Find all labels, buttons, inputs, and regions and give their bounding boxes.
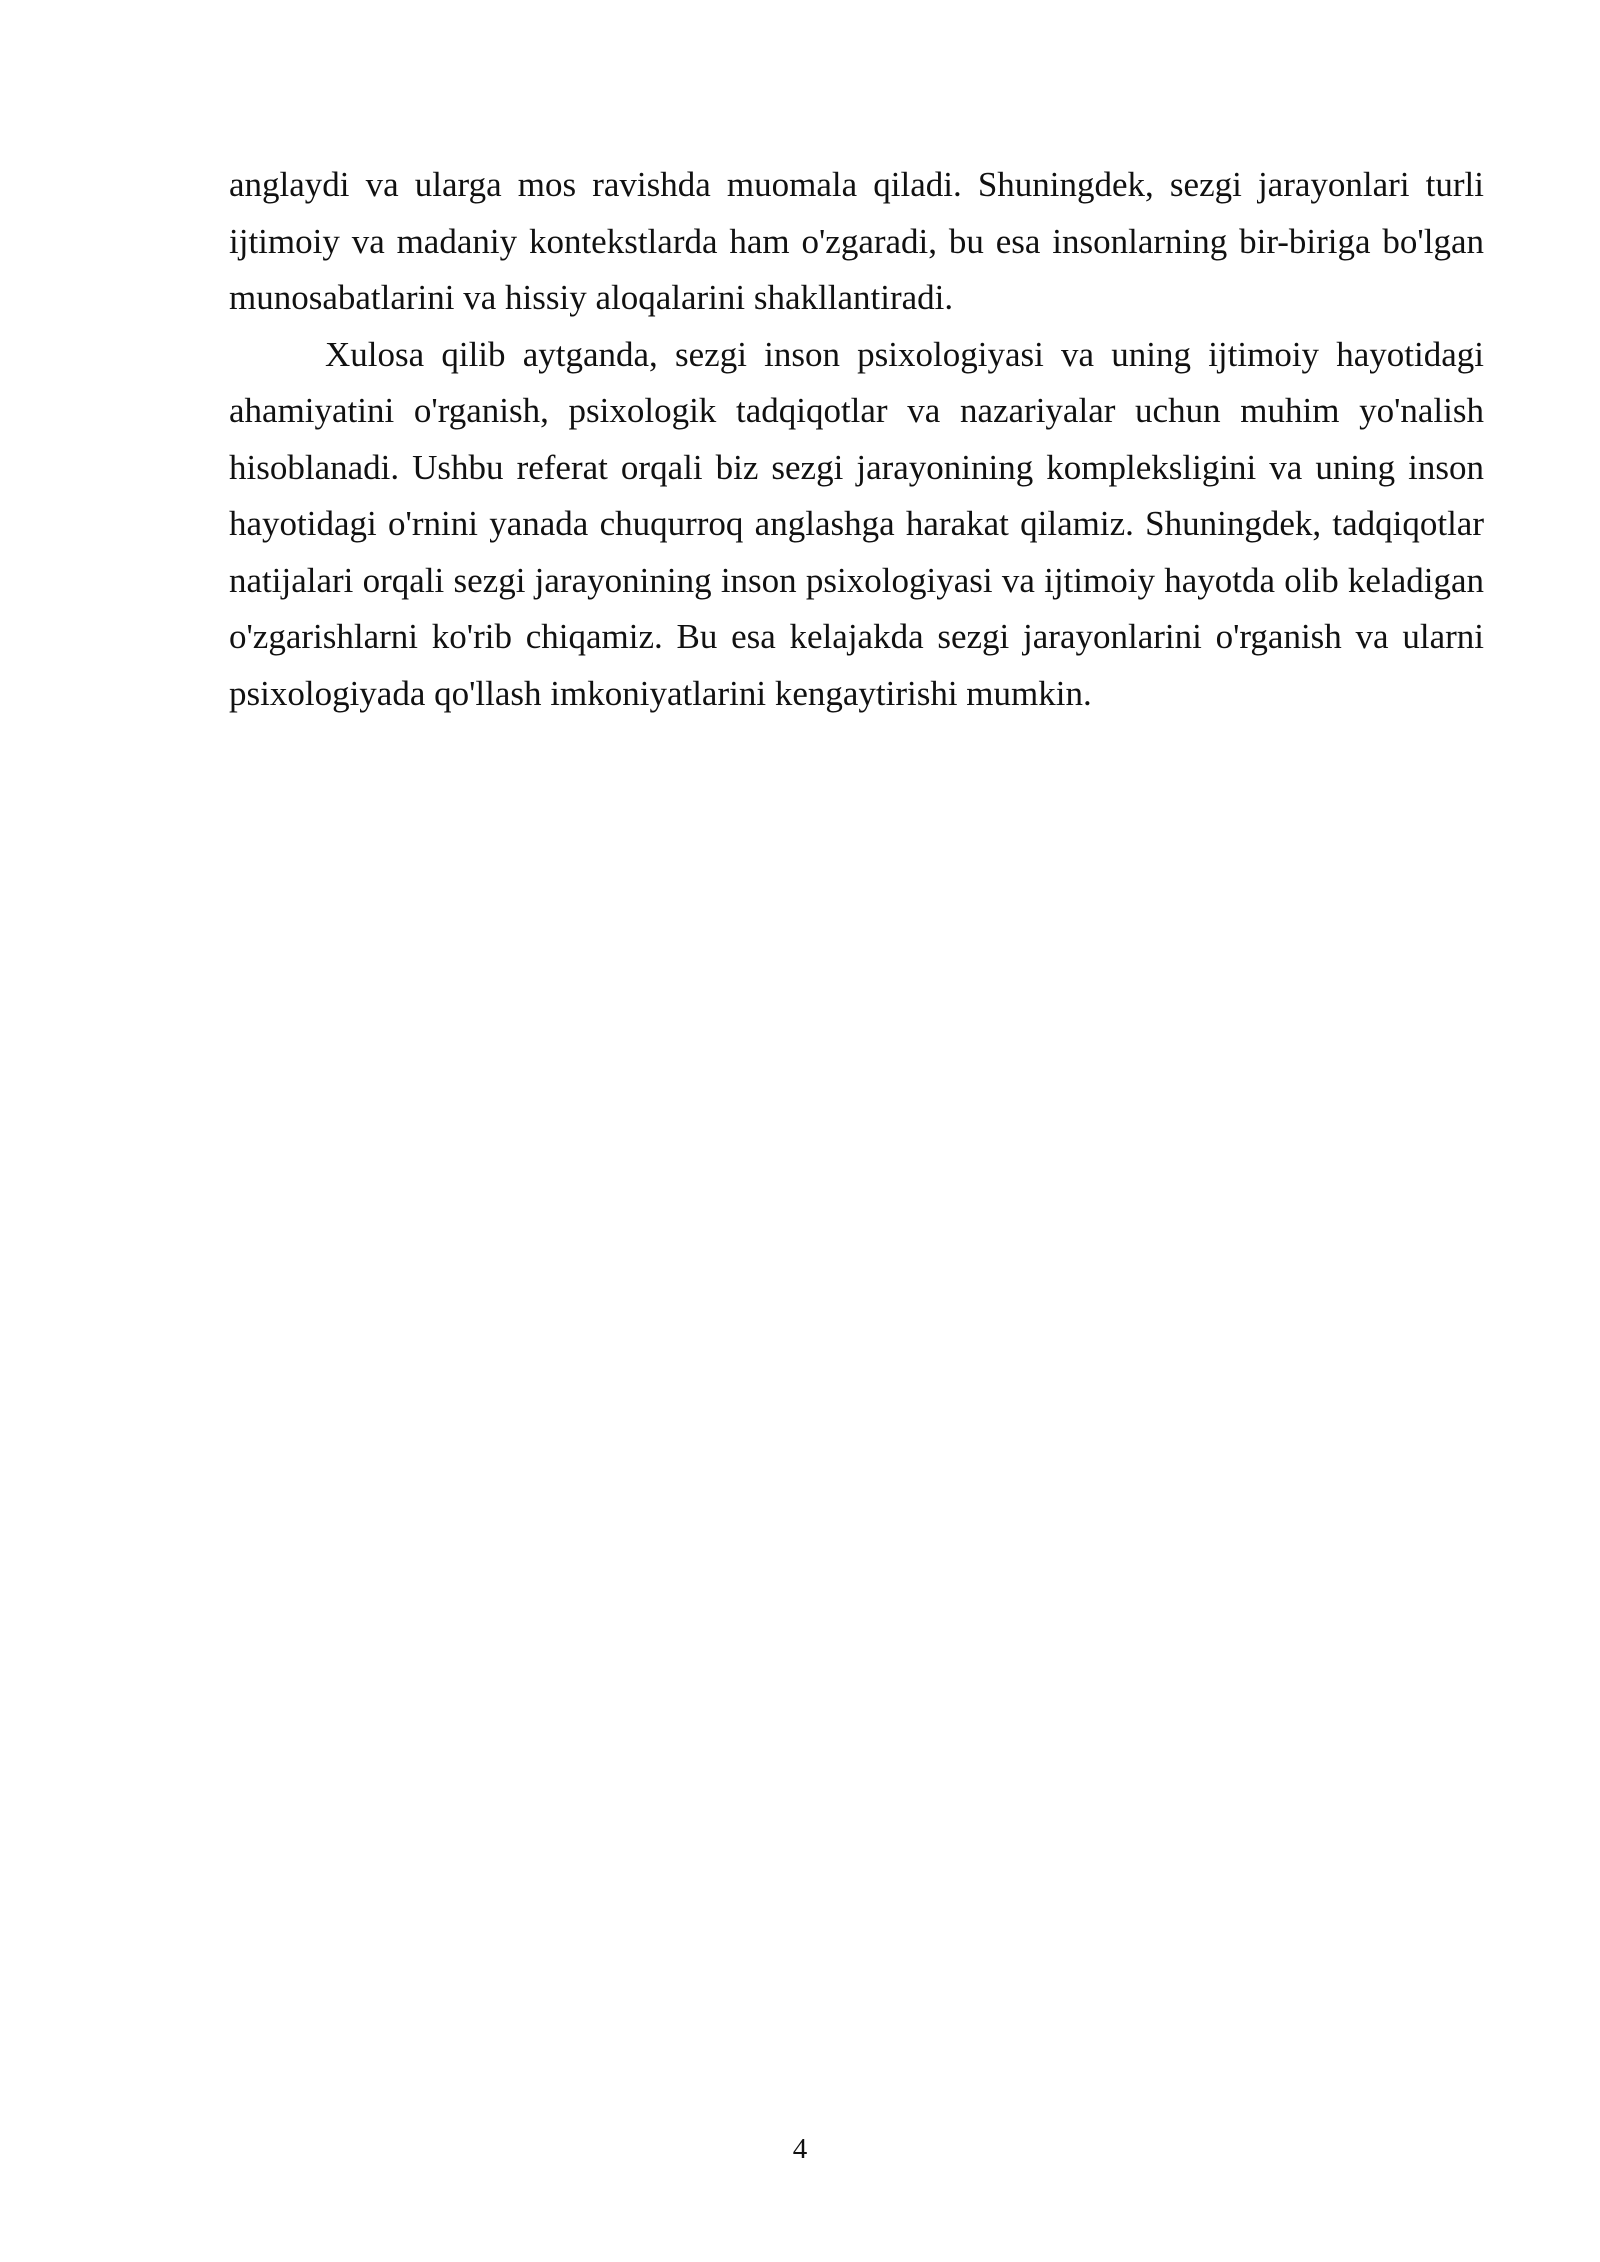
paragraph-continuation: anglaydi va ularga mos ravishda muomala qiladi. Shuningdek, sezgi jarayonlari turli ijtimoiy va madaniy kontekstlarda ham o'zgaradi, bu esa insonlarning bir-biriga bo'lgan munosabatlarini va hissiy aloqalarini shakllantiradi. xyxy=(229,165,1484,317)
paragraph-conclusion: Xulosa qilib aytganda, sezgi inson psixologiyasi va uning ijtimoiy hayotidagi ahamiyatini o'rganish, psixologik tadqiqotlar va nazariyalar uchun muhim yo'nalish hisoblanadi. Ushbu referat orqali biz sezgi jarayonining kompleksligini va uning inson hayotidagi o'rnini yanada chuqurroq anglashga harakat qilamiz. Shuningdek, tadqiqotlar natijalari orqali sezgi jarayonining inson psixologiyasi va ijtimoiy hayotda olib keladigan o'zgarishlarni ko'rib chiqamiz. Bu esa kelajakda sezgi jarayonlarini o'rganish va ularni psixologiyada qo'llash imkoniyatlarini kengaytirishi mumkin. xyxy=(229,334,1484,713)
body-text xyxy=(229,157,1484,722)
page-number: 4 xyxy=(792,2133,808,2165)
